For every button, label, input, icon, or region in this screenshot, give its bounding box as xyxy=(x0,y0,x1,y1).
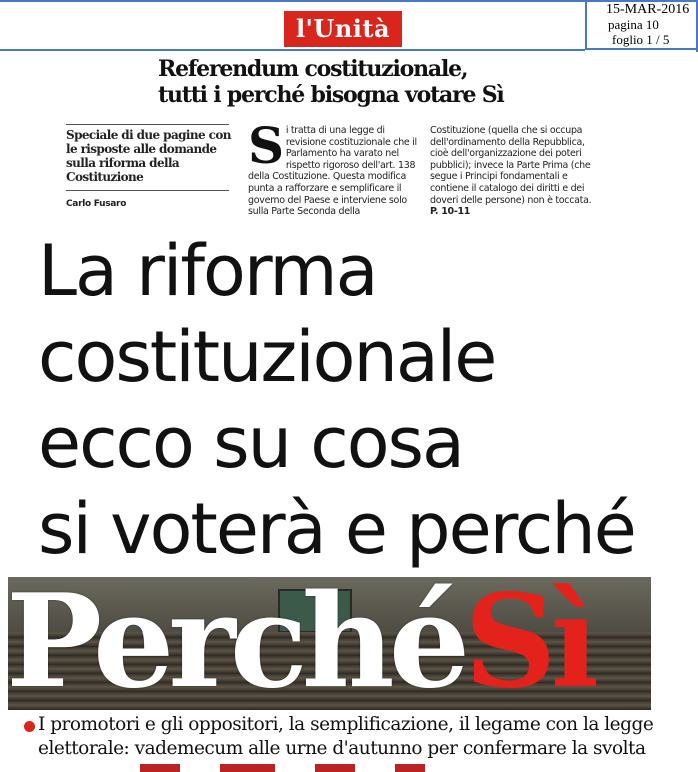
author-byline: Carlo Fusaro xyxy=(66,199,127,209)
divider xyxy=(66,124,229,125)
cropped-text-fragment xyxy=(140,764,490,772)
page-reference: P. 10-11 xyxy=(430,206,471,218)
article-text: i tratta di una legge di revisione costituzionale che il Parlamento ha varato nel rispetto rigoroso dell'art. 138 della Costituzione. Questa modifica punta a rafforzare e semplificare il governo del Paese e interviene solo sulla Parte Seconda della xyxy=(248,125,417,218)
red-bullet-icon xyxy=(24,721,35,732)
kicker-headline xyxy=(158,56,558,108)
sidebar-blurb: Speciale di due pagine con le risposte alle domande sulla riforma della Costituzione xyxy=(66,128,231,184)
header-rule xyxy=(0,49,585,51)
headline-line: si voterà e perché xyxy=(38,488,635,570)
newspaper-logo: l'Unità xyxy=(284,11,402,47)
divider xyxy=(66,190,229,191)
main-headline xyxy=(38,228,678,572)
drop-cap: S xyxy=(248,116,284,175)
cropped-word xyxy=(220,764,275,772)
clipping-page: pagina 10 xyxy=(608,17,659,32)
cropped-word xyxy=(395,764,425,772)
clipping-meta xyxy=(606,2,689,47)
clipping-date: 15-MAR-2016 xyxy=(606,2,690,17)
headline-line: costituzionale xyxy=(38,316,496,398)
kicker-line: tutti i perché bisogna votare Sì xyxy=(158,82,504,108)
cropped-word xyxy=(315,764,355,772)
standfirst: I promotori e gli oppositori, la semplificazione, il legame con la legge elettorale: vademecum alle urne d'autunno per confermare la svolta xyxy=(38,714,654,759)
clipping-sheet: foglio 1 / 5 xyxy=(612,32,670,47)
banner-word-perche: Perché xyxy=(6,567,465,717)
article-column-1 xyxy=(248,116,418,218)
masthead xyxy=(0,0,698,52)
headline-line: ecco su cosa xyxy=(38,402,463,484)
article-column-2 xyxy=(430,125,600,218)
headline-line: La riforma xyxy=(38,230,377,312)
article-text: Costituzione (quella che si occupa dell'ordinamento della Repubblica, cioè dell'organizzazione dei poteri pubblici); invece la Parte Prima (che segue i Principi fondamentali e contiene il catalogo dei diritti e dei doveri delle persone) non è toccata. xyxy=(430,125,592,206)
banner-word-si: Sì xyxy=(464,567,594,717)
banner-title xyxy=(6,567,593,717)
cropped-word xyxy=(140,764,180,772)
kicker-line: Referendum costituzionale, xyxy=(158,56,468,82)
